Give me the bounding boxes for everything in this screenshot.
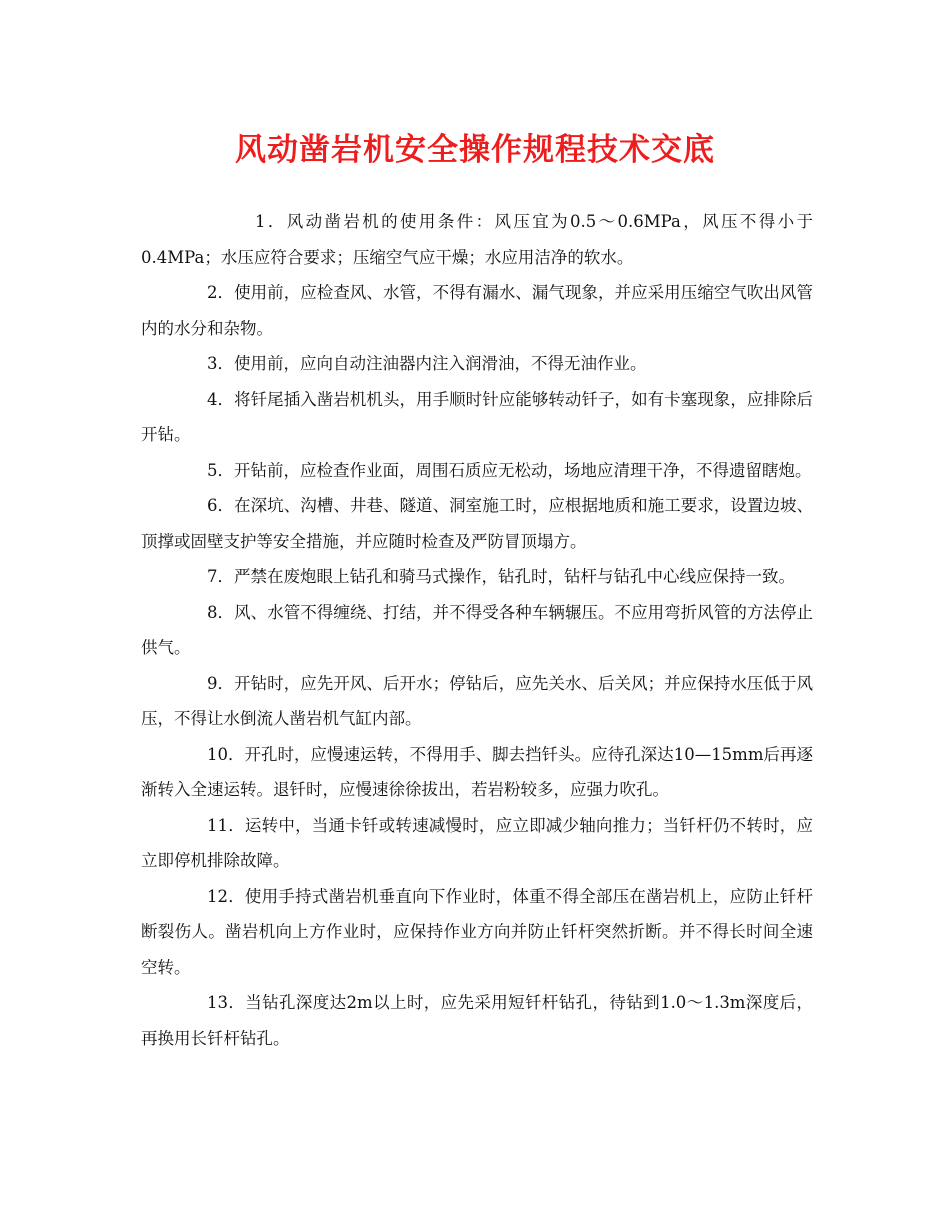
paragraph-9: 9．开钻时，应先开风、后开水；停钻后，应先关水、后关风；并应保持水压低于风压，不得让水倒流人凿岩机气缸内部。 bbox=[141, 673, 813, 728]
paragraph-11: 11．运转中，当通卡钎或转速减慢时，应立即减少轴向推力；当钎杆仍不转时，应立即停机排除故障。 bbox=[141, 815, 813, 870]
paragraph-4: 4．将钎尾插入凿岩机机头，用手顺时针应能够转动钎子，如有卡塞现象，应排除后开钻。 bbox=[141, 389, 813, 444]
paragraph-13: 13．当钻孔深度达2m以上时，应先采用短钎杆钻孔，待钻到1.0～1.3m深度后，再换用长钎杆钻孔。 bbox=[141, 993, 813, 1048]
paragraph-2: 2．使用前，应检查风、水管，不得有漏水、漏气现象，并应采用压缩空气吹出风管内的水分和杂物。 bbox=[141, 283, 813, 338]
paragraph-1: 1．风动凿岩机的使用条件：风压宜为0.5～0.6MPa，风压不得小于0.4MPa；水压应符合要求；压缩空气应干燥；水应用洁净的软水。 bbox=[141, 212, 813, 267]
paragraph-10: 10．开孔时，应慢速运转，不得用手、脚去挡钎头。应待孔深达10—15mm后再逐渐转入全速运转。退钎时，应慢速徐徐拔出，若岩粉较多，应强力吹孔。 bbox=[141, 744, 813, 799]
paragraph-8: 8．风、水管不得缠绕、打结，并不得受各种车辆辗压。不应用弯折风管的方法停止供气。 bbox=[141, 602, 813, 657]
paragraph-6: 6．在深坑、沟槽、井巷、隧道、洞室施工时，应根据地质和施工要求，设置边坡、顶撑或固壁支护等安全措施，并应随时检查及严防冒顶塌方。 bbox=[141, 496, 813, 551]
paragraph-5: 5．开钻前，应检查作业面，周围石质应无松动，场地应清理干净，不得遗留瞎炮。 bbox=[207, 460, 812, 480]
paragraph-3: 3．使用前，应向自动注油器内注入润滑油，不得无油作业。 bbox=[207, 354, 647, 373]
paragraph-7: 7．严禁在废炮眼上钻孔和骑马式操作，钻孔时，钻杆与钻孔中心线应保持一致。 bbox=[207, 567, 795, 586]
document-body bbox=[141, 204, 813, 1056]
document-title: 风动凿岩机安全操作规程技术交底 bbox=[235, 132, 715, 168]
paragraph-12: 12．使用手持式凿岩机垂直向下作业时，体重不得全部压在凿岩机上，应防止钎杆断裂伤人。凿岩机向上方作业时，应保持作业方向并防止钎杆突然折断。并不得长时间全速空转。 bbox=[141, 886, 813, 977]
